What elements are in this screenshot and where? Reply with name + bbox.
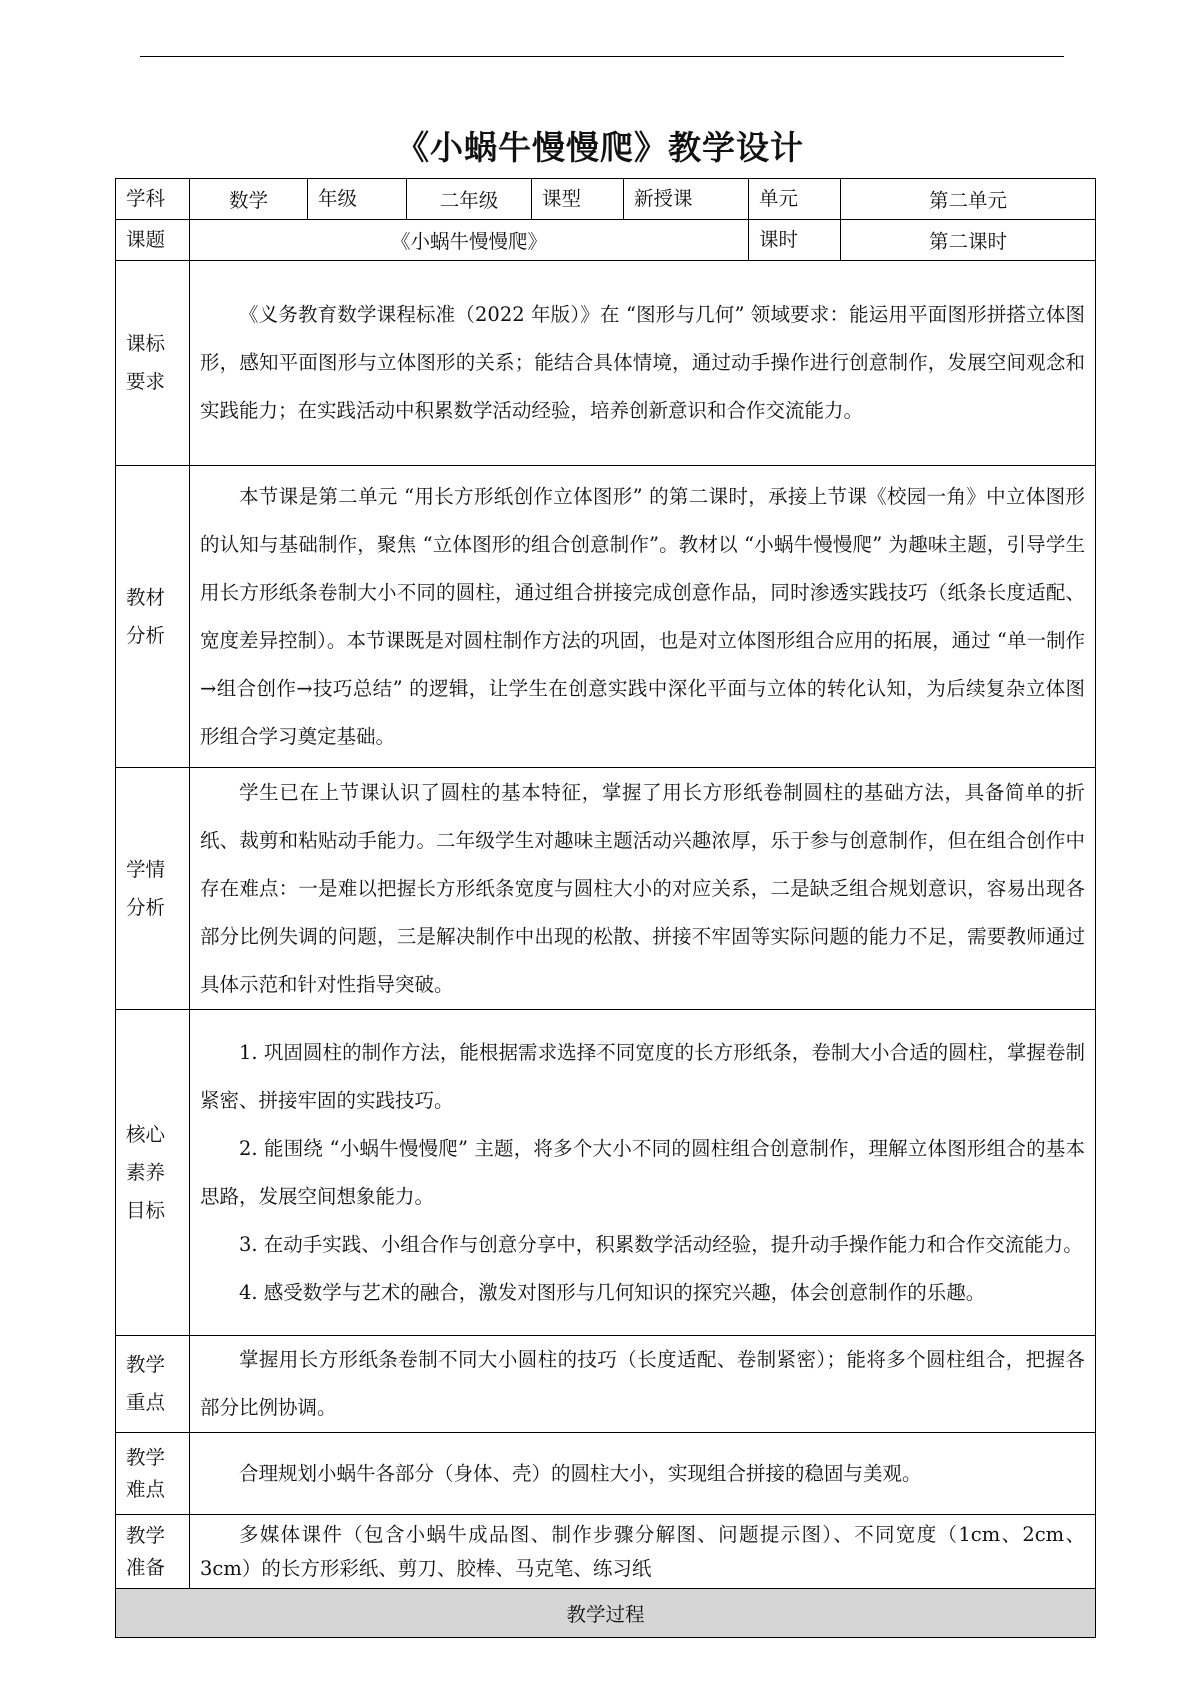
textbook-label: 教材 分析 xyxy=(116,466,190,768)
lesson-plan-table xyxy=(115,178,1096,1638)
preparation-label: 教学 准备 xyxy=(116,1515,190,1589)
goal-item-4: 4. 感受数学与艺术的融合，激发对图形与几何知识的探究兴趣，体会创意制作的乐趣。 xyxy=(239,1280,986,1304)
lesson-type-value: 新授课 xyxy=(624,179,749,220)
info-row xyxy=(116,179,1096,220)
key-points-row xyxy=(116,1336,1096,1433)
key-points-text: 掌握用长方形纸条卷制不同大小圆柱的技巧（长度适配、卷制紧密）；能将多个圆柱组合，把握各部分比例协调。 xyxy=(200,1348,1085,1419)
students-row xyxy=(116,768,1096,1010)
difficulties-content xyxy=(190,1433,1096,1515)
key-points-content xyxy=(190,1336,1096,1433)
difficulties-text: 合理规划小蜗牛各部分（身体、壳）的圆柱大小，实现组合拼接的稳固与美观。 xyxy=(239,1461,922,1485)
lesson-type-label: 课型 xyxy=(532,179,624,220)
students-content xyxy=(190,768,1096,1010)
unit-value: 第二单元 xyxy=(841,179,1096,220)
header-rule xyxy=(140,56,1064,57)
unit-label: 单元 xyxy=(749,179,841,220)
document-title: 《小蜗牛慢慢爬》教学设计 xyxy=(396,128,804,167)
textbook-text: 本节课是第二单元 “用长方形纸创作立体图形” 的第二课时，承接上节课《校园一角》中立体图形的认知与基础制作，聚焦 “立体图形的组合创意制作”。教材以 “小蜗牛慢慢爬” 为趣味主题，引导学生用长方形纸条卷制大小不同的圆柱，通过组合拼接完成创意作品，同时渗透实践技巧（纸条长度适配、宽度差异控制）。本节课既是对圆柱制作方法的巩固，也是对立体图形组合应用的拓展，通过 “单一制作→组合创作→技巧总结” 的逻辑，让学生在创意实践中深化平面与立体的转化认知，为后续复杂立体图形组合学习奠定基础。 xyxy=(200,484,1085,748)
subject-label: 学科 xyxy=(116,179,190,220)
textbook-row xyxy=(116,466,1096,768)
process-header-row xyxy=(116,1589,1096,1638)
goal-item-1: 1. 巩固圆柱的制作方法，能根据需求选择不同宽度的长方形纸条，卷制大小合适的圆柱，掌握卷制紧密、拼接牢固的实践技巧。 xyxy=(200,1040,1085,1112)
preparation-text: 多媒体课件（包含小蜗牛成品图、制作步骤分解图、问题提示图）、不同宽度（1cm、2cm、3cm）的长方形彩纸、剪刀、胶棒、马克笔、练习纸 xyxy=(200,1522,1085,1580)
goals-row xyxy=(116,1010,1096,1336)
key-points-label: 教学 重点 xyxy=(116,1336,190,1433)
topic-label: 课题 xyxy=(116,220,190,261)
topic-row xyxy=(116,220,1096,261)
standards-label: 课标 要求 xyxy=(116,261,190,466)
subject-value: 数学 xyxy=(190,179,308,220)
process-header: 教学过程 xyxy=(116,1589,1096,1638)
goals-content xyxy=(190,1010,1096,1336)
grade-value: 二年级 xyxy=(407,179,532,220)
standards-row xyxy=(116,261,1096,466)
students-text: 学生已在上节课认识了圆柱的基本特征，掌握了用长方形纸卷制圆柱的基础方法，具备简单的折纸、裁剪和粘贴动手能力。二年级学生对趣味主题活动兴趣浓厚，乐于参与创意制作，但在组合创作中存在难点：一是难以把握长方形纸条宽度与圆柱大小的对应关系，二是缺乏组合规划意识，容易出现各部分比例失调的问题，三是解决制作中出现的松散、拼接不牢固等实际问题的能力不足，需要教师通过具体示范和针对性指导突破。 xyxy=(200,780,1085,996)
difficulties-label: 教学 难点 xyxy=(116,1433,190,1515)
goal-item-2: 2. 能围绕 “小蜗牛慢慢爬” 主题，将多个大小不同的圆柱组合创意制作，理解立体图形组合的基本思路，发展空间想象能力。 xyxy=(200,1136,1085,1208)
standards-text: 《义务教育数学课程标准（2022 年版）》在 “图形与几何” 领域要求：能运用平面图形拼搭立体图形，感知平面图形与立体图形的关系；能结合具体情境，通过动手操作进行创意制作，发展空间观念和实践能力；在实践活动中积累数学活动经验，培养创新意识和合作交流能力。 xyxy=(200,303,1085,422)
grade-label: 年级 xyxy=(308,179,407,220)
preparation-row xyxy=(116,1515,1096,1589)
topic-value: 《小蜗牛慢慢爬》 xyxy=(190,220,749,261)
goals-label: 核心 素养 目标 xyxy=(116,1010,190,1336)
standards-content xyxy=(190,261,1096,466)
period-label: 课时 xyxy=(749,220,841,261)
period-value: 第二课时 xyxy=(841,220,1096,261)
students-label: 学情 分析 xyxy=(116,768,190,1010)
goal-item-3: 3. 在动手实践、小组合作与创意分享中，积累数学活动经验，提升动手操作能力和合作交流能力。 xyxy=(239,1232,1083,1256)
difficulties-row xyxy=(116,1433,1096,1515)
textbook-content xyxy=(190,466,1096,768)
preparation-content xyxy=(190,1515,1096,1589)
